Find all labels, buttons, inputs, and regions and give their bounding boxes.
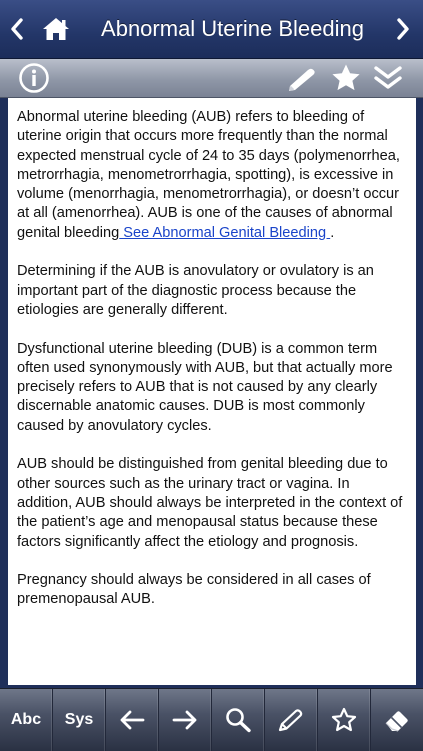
star-outline-icon bbox=[330, 706, 358, 734]
collapse-button[interactable] bbox=[372, 63, 404, 93]
history-back-button[interactable] bbox=[106, 689, 159, 751]
paragraph-definition-end: . bbox=[330, 224, 335, 241]
eraser-button[interactable] bbox=[371, 689, 423, 751]
annotate-button[interactable] bbox=[265, 689, 318, 751]
pencil-icon bbox=[286, 64, 318, 92]
sys-button[interactable] bbox=[53, 689, 106, 751]
home-icon bbox=[41, 16, 71, 42]
star-icon bbox=[330, 62, 362, 94]
eraser-icon bbox=[383, 707, 411, 733]
paragraph-pregnancy: Pregnancy should always be considered in all cases of premenopausal AUB. bbox=[17, 572, 371, 608]
page-title: Abnormal Uterine Bleeding bbox=[101, 16, 364, 41]
search-button[interactable] bbox=[212, 689, 265, 751]
bookmark-button[interactable] bbox=[318, 689, 371, 751]
paragraph-definition-text: Abnormal uterine bleeding (AUB) refers to bleeding of uterine origin that occurs more frequently than the normal expected menstrual cycle of 24 to 35 days (polymenorrhea, metrorrhagia, menometrorrhagia, spotting), is excessive in volume (menorrhagia, menometrorrhagia), or doesn’t occur at all (amenorrhea). AUB is one of the causes of abnormal genital bleeding bbox=[17, 109, 400, 241]
search-icon bbox=[224, 707, 252, 733]
abc-button[interactable] bbox=[0, 689, 53, 751]
double-chevron-down-icon bbox=[372, 63, 404, 93]
info-icon bbox=[18, 62, 50, 94]
article-content bbox=[8, 98, 416, 685]
home-button[interactable] bbox=[34, 0, 78, 58]
paragraph-definition bbox=[17, 108, 407, 243]
see-abnormal-genital-bleeding-link[interactable]: See Abnormal Genital Bleeding bbox=[119, 224, 331, 241]
arrow-left-icon bbox=[118, 709, 146, 731]
favorite-button[interactable] bbox=[330, 62, 362, 94]
history-forward-button[interactable] bbox=[159, 689, 212, 751]
paragraph-distinguish: AUB should be distinguished from genital bleeding due to other sources such as the urinary tract or vagina. In addition, AUB should always be interpreted in the context of the patient’s age and menopausal status because these factors significantly affect the etiology and prognosis. bbox=[17, 456, 403, 550]
back-button[interactable] bbox=[0, 0, 34, 58]
chevron-right-icon bbox=[396, 18, 410, 40]
bottom-toolbar bbox=[0, 688, 423, 751]
chevron-left-icon bbox=[10, 18, 24, 40]
navigation-bar bbox=[0, 0, 423, 59]
note-button[interactable] bbox=[286, 64, 318, 92]
abc-label: Abc bbox=[10, 711, 42, 728]
secondary-toolbar bbox=[0, 59, 423, 98]
forward-button[interactable] bbox=[383, 0, 423, 58]
paragraph-dub: Dysfunctional uterine bleeding (DUB) is a common term often used synonymously with AUB, but that actually more precisely refers to AUB that is not caused by any clearly discernable anatomic causes. DUB is most commonly caused by anovulatory cycles. bbox=[17, 340, 393, 434]
arrow-right-icon bbox=[171, 709, 199, 731]
info-button[interactable] bbox=[18, 62, 50, 94]
sys-label: Sys bbox=[64, 711, 94, 728]
pencil-icon bbox=[277, 707, 305, 733]
paragraph-diagnostic: Determining if the AUB is anovulatory or ovulatory is an important part of the diagnostic process because the etiologies are generally different. bbox=[17, 263, 374, 318]
